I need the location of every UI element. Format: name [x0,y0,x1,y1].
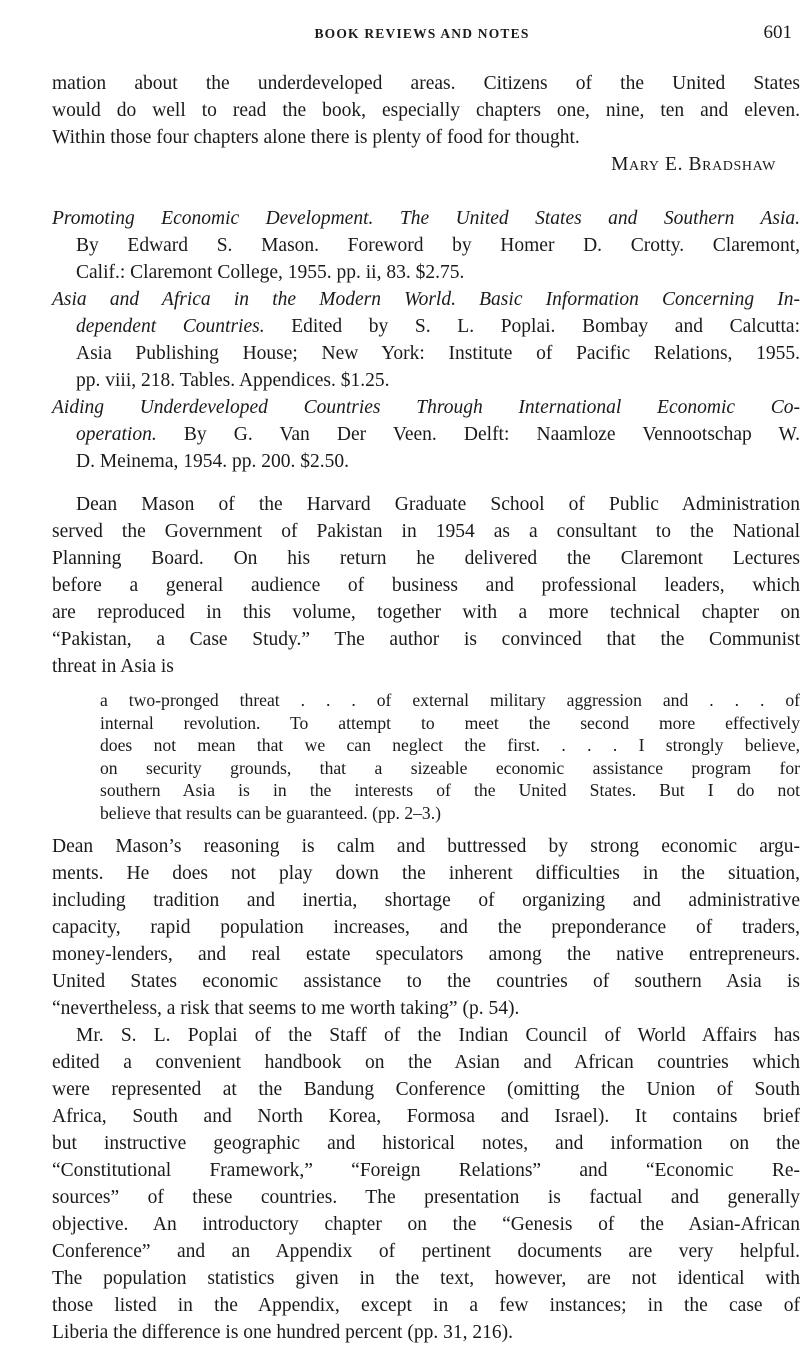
reference-line: By Edward S. Mason. Foreword by Homer D. Crotty. Claremont, [76,235,800,256]
reference-line: pp. viii, 218. Tables. Appendices. $1.25. [76,370,390,391]
text-line: Dean Mason of the Harvard Graduate School of Public Administration [76,494,800,515]
quote-line: a two-pronged threat . . . of external military aggression and . . . of [100,690,800,710]
quote-line: on security grounds, that a sizeable economic assistance program for [100,757,800,778]
text-line: Conference” and an Appendix of pertinent documents are very helpful. [52,1240,800,1262]
text-line: Planning Board. On his return he delivered the Claremont Lectures [52,548,800,569]
text-line: “Constitutional Framework,” “Foreign Relations” and “Economic Re- [52,1159,800,1181]
text-line: Within those four chapters alone there is plenty of food for thought. [52,127,580,148]
reference-line: Asia and Africa in the Modern World. Basic Information Concerning In- [52,289,800,310]
review-paragraph [52,833,800,1022]
review-paragraph [52,491,800,680]
text-line: money-lenders, and real estate speculators among the native entrepreneurs. [52,943,800,965]
text-line: before a general audience of business and professional leaders, which [52,575,800,596]
page-number: 601 [763,22,792,43]
running-head: BOOK REVIEWS AND NOTES [314,26,530,41]
quote-line: believe that results can be guaranteed. (pp. 2–3.) [100,802,441,823]
text-line: but instructive geographic and historical notes, and information on the [52,1132,800,1154]
text-line: “nevertheless, a risk that seems to me worth taking” (p. 54). [52,997,520,1019]
previous-review-ending [52,70,800,178]
book-reference [52,286,800,394]
text-line: would do well to read the book, especially chapters one, nine, ten and eleven. [52,100,800,121]
text-line: The population statistics given in the text, however, are not identical with [52,1267,800,1289]
text-line: are reproduced in this volume, together with a more technical chapter on [52,602,800,623]
text-line: United States economic assistance to the countries of southern Asia is [52,970,800,992]
text-line: capacity, rapid population increases, and the preponderance of traders, [52,916,800,938]
text-line: “Pakistan, a Case Study.” The author is convinced that the Communist [52,629,800,650]
text-line: objective. An introductory chapter on the “Genesis of the Asian-African [52,1213,800,1235]
text-line: Dean Mason’s reasoning is calm and buttressed by strong economic argu- [52,835,800,857]
quote-line: does not mean that we can neglect the first. . . . I strongly believe, [100,735,800,756]
text-line: Liberia the difference is one hundred percent (pp. 31, 216). [52,1321,513,1343]
page-body [52,70,800,1346]
reference-line: Calif.: Claremont College, 1955. pp. ii, 83. $2.75. [76,262,465,283]
book-reference [52,394,800,475]
text-line: edited a convenient handbook on the Asian and African countries which [52,1051,800,1073]
reference-line: Aiding Underdeveloped Countries Through International Economic Co- [52,397,800,418]
review-paragraph [52,1022,800,1346]
text-line: served the Government of Pakistan in 1954 as a consultant to the National [52,521,800,542]
text-line: those listed in the Appendix, except in a few instances; in the case of [52,1294,800,1316]
text-line: sources” of these countries. The presentation is factual and generally [52,1186,800,1208]
reference-line: dependent Countries. Edited by S. L. Poplai. Bombay and Calcutta: [76,316,800,337]
text-line: Mr. S. L. Poplai of the Staff of the Indian Council of World Affairs has [76,1024,800,1046]
text-line: Africa, South and North Korea, Formosa and Israel). It contains brief [52,1105,800,1127]
text-line: mation about the underdeveloped areas. Citizens of the United States [52,73,800,94]
reference-line: Asia Publishing House; New York: Institute of Pacific Relations, 1955. [76,343,800,364]
text-line: ments. He does not play down the inherent difficulties in the situation, [52,862,800,884]
quote-line: southern Asia is in the interests of the United States. But I do not [100,780,800,801]
block-quote [52,689,800,825]
book-reference [52,205,800,286]
reference-line: operation. By G. Van Der Veen. Delft: Naamloze Vennootschap W. [76,424,800,445]
reviewed-books-list [52,205,800,475]
text-line: threat in Asia is [52,656,174,677]
text-line: including tradition and inertia, shortage of organizing and administrative [52,889,800,911]
text-line: were represented at the Bandung Conference (omitting the Union of South [52,1078,800,1100]
reviewer-signature: Mary E. Bradshaw [611,154,776,175]
quote-line: internal revolution. To attempt to meet the second more effectively [100,712,800,733]
reference-line: Promoting Economic Development. The United States and Southern Asia. [52,208,800,229]
reference-line: D. Meinema, 1954. pp. 200. $2.50. [76,451,349,472]
page-header [52,24,792,48]
